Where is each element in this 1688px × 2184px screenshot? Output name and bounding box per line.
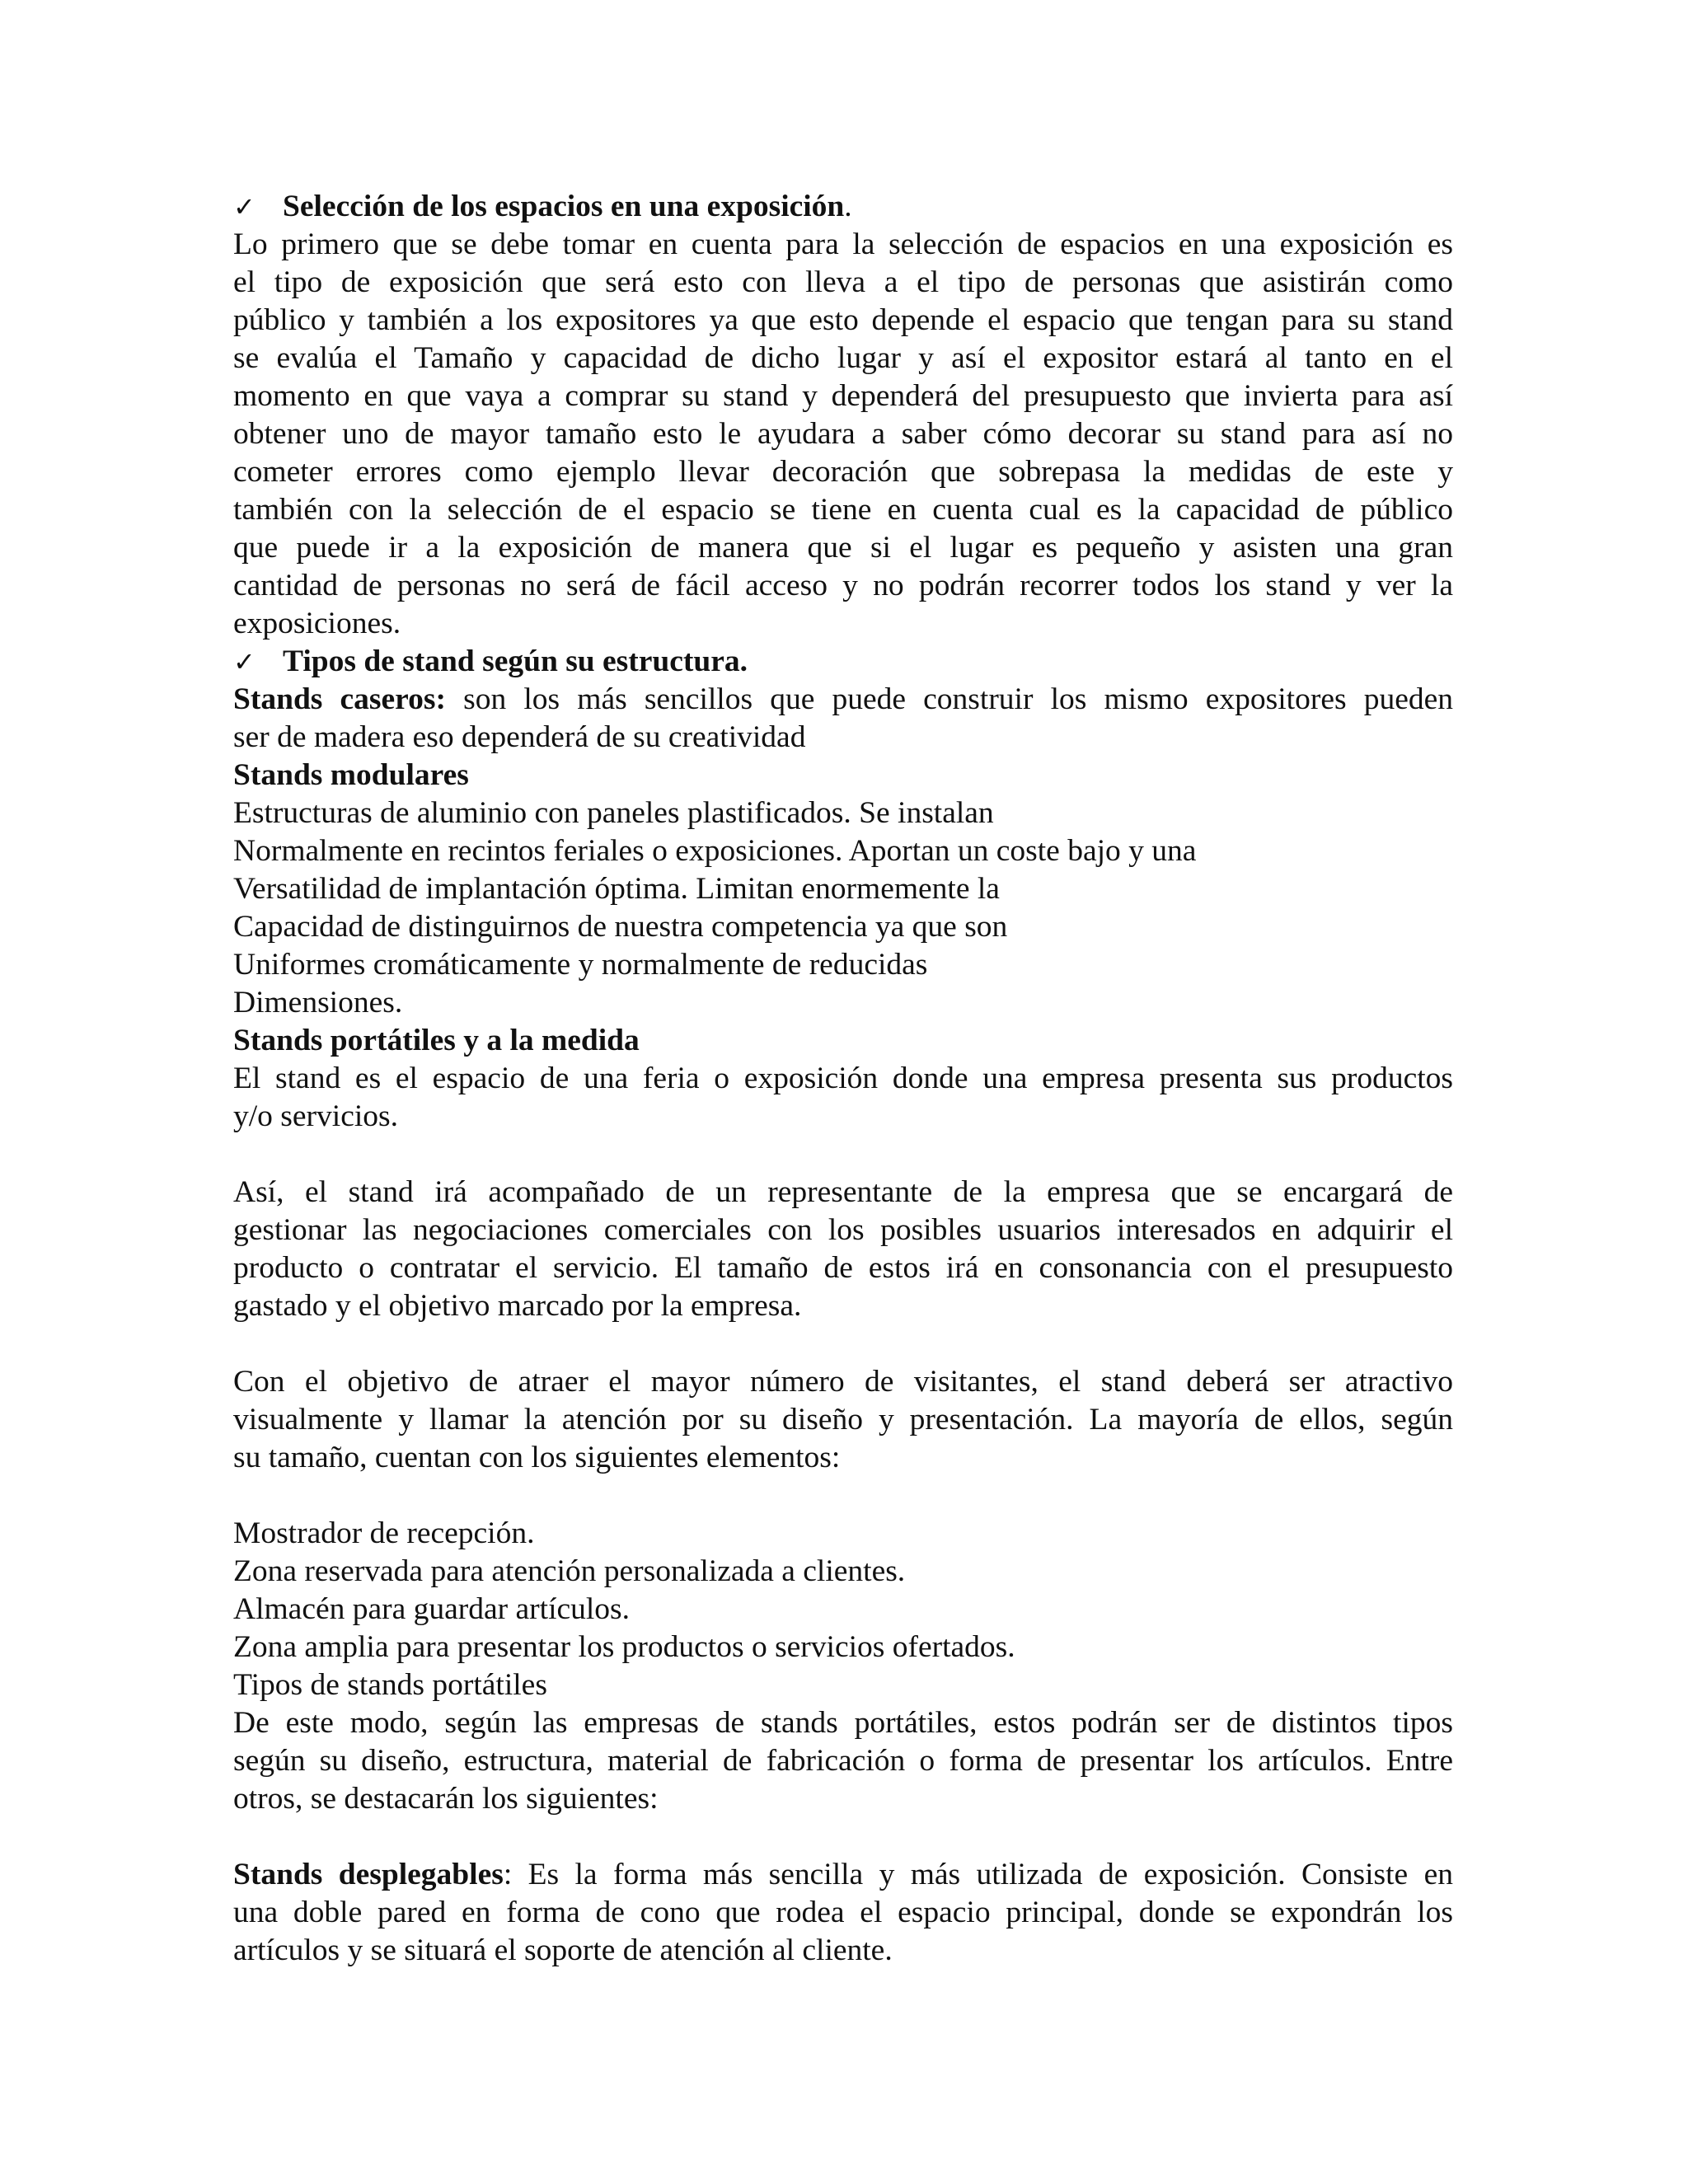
paragraph-line: exposiciones.	[233, 607, 401, 640]
desplegables-line	[233, 1856, 1453, 1894]
list-item: Almacén para guardar artículos.	[233, 1592, 631, 1626]
heading-tail: .	[844, 190, 852, 223]
subheading-portatiles: Stands portátiles y a la medida	[233, 1024, 640, 1057]
checkmark-icon: ✓	[233, 191, 256, 223]
heading-text: Selección de los espacios en una exposición	[283, 190, 845, 223]
paragraph-line: y/o servicios.	[233, 1099, 398, 1133]
paragraph-line: cantidad de personas no será de fácil acceso y no podrán recorrer todos los stand y ver la	[233, 569, 1453, 602]
paragraph-line: De este modo, según las empresas de stands portátiles, estos podrán ser de distintos tipos	[233, 1706, 1453, 1740]
list-item: Mostrador de recepción.	[233, 1516, 535, 1550]
heading-text: Tipos de stand según su estructura.	[283, 644, 748, 678]
paragraph-line: Así, el stand irá acompañado de un representante de la empresa que se encargará de	[233, 1175, 1453, 1209]
paragraph-line: Estructuras de aluminio con paneles plastificados. Se instalan	[233, 796, 994, 830]
paragraph-line: una doble pared en forma de cono que rodea el espacio principal, donde se expondrán los	[233, 1896, 1453, 1929]
list-item: Tipos de stands portátiles	[233, 1668, 547, 1702]
paragraph-line: que puede ir a la exposición de manera que si el lugar es pequeño y asisten una gran	[233, 531, 1453, 565]
paragraph-line: Capacidad de distinguirnos de nuestra competencia ya que son	[233, 910, 1008, 944]
checkmark-icon: ✓	[233, 646, 256, 677]
term-label: Stands desplegables	[233, 1858, 504, 1891]
paragraph-line: según su diseño, estructura, material de fabricación o forma de presentar los artículos. Entre	[233, 1744, 1453, 1778]
term-label: Stands caseros:	[233, 682, 446, 716]
paragraph-gap	[233, 1477, 1453, 1515]
paragraph-line: Versatilidad de implantación óptima. Limitan enormemente la	[233, 872, 1000, 906]
paragraph-line: El stand es el espacio de una feria o exposición donde una empresa presenta sus productos	[233, 1062, 1453, 1095]
paragraph-line: Lo primero que se debe tomar en cuenta para la selección de espacios en una exposición es	[233, 227, 1453, 261]
paragraph-line: gastado y el objetivo marcado por la empresa.	[233, 1289, 802, 1323]
paragraph-line: obtener uno de mayor tamaño esto le ayudara a saber cómo decorar su stand para así no	[233, 417, 1453, 451]
paragraph-line: cometer errores como ejemplo llevar decoración que sobrepasa la medidas de este y	[233, 455, 1453, 489]
subheading-modulares: Stands modulares	[233, 758, 469, 792]
paragraph-line: Uniformes cromáticamente y normalmente de reducidas	[233, 948, 928, 982]
paragraph-gap	[233, 1325, 1453, 1363]
paragraph-line: producto o contratar el servicio. El tamaño de estos irá en consonancia con el presupuesto	[233, 1251, 1453, 1285]
caseros-line	[233, 681, 1453, 719]
paragraph-gap	[233, 1136, 1453, 1174]
paragraph-line: momento en que vaya a comprar su stand y dependerá del presupuesto que invierta para así	[233, 379, 1453, 413]
paragraph-line: público y también a los expositores ya que esto depende el espacio que tengan para su stand	[233, 303, 1453, 337]
paragraph-line: visualmente y llamar la atención por su diseño y presentación. La mayoría de ellos, según	[233, 1403, 1453, 1436]
term-text: son los más sencillos que puede construir los mismo expositores pueden	[445, 682, 1453, 716]
section-heading-seleccion	[233, 188, 1453, 226]
paragraph-line: se evalúa el Tamaño y capacidad de dicho lugar y así el expositor estará al tanto en el	[233, 341, 1453, 375]
paragraph-gap	[233, 1818, 1453, 1856]
paragraph-line: otros, se destacarán los siguientes:	[233, 1782, 659, 1816]
paragraph-line: Con el objetivo de atraer el mayor número de visitantes, el stand deberá ser atractivo	[233, 1365, 1453, 1399]
paragraph-line: su tamaño, cuentan con los siguientes elementos:	[233, 1441, 841, 1474]
list-item: Zona amplia para presentar los productos o servicios ofertados.	[233, 1630, 1015, 1664]
document-body	[233, 188, 1453, 1970]
paragraph-line: también con la selección de el espacio se tiene en cuenta cual es la capacidad de público	[233, 493, 1453, 527]
paragraph-line: Dimensiones.	[233, 986, 403, 1019]
section-heading-tipos	[233, 643, 1453, 681]
paragraph-line: gestionar las negociaciones comerciales con los posibles usuarios interesados en adquirir el	[233, 1213, 1453, 1247]
paragraph-line: ser de madera eso dependerá de su creatividad	[233, 720, 806, 754]
paragraph-line: el tipo de exposición que será esto con lleva a el tipo de personas que asistirán como	[233, 265, 1453, 299]
paragraph-line: artículos y se situará el soporte de atención al cliente.	[233, 1933, 893, 1967]
list-item: Zona reservada para atención personalizada a clientes.	[233, 1554, 906, 1588]
term-text: : Es la forma más sencilla y más utilizada de exposición. Consiste en	[503, 1858, 1453, 1891]
paragraph-line: Normalmente en recintos feriales o exposiciones. Aportan un coste bajo y una	[233, 834, 1197, 868]
